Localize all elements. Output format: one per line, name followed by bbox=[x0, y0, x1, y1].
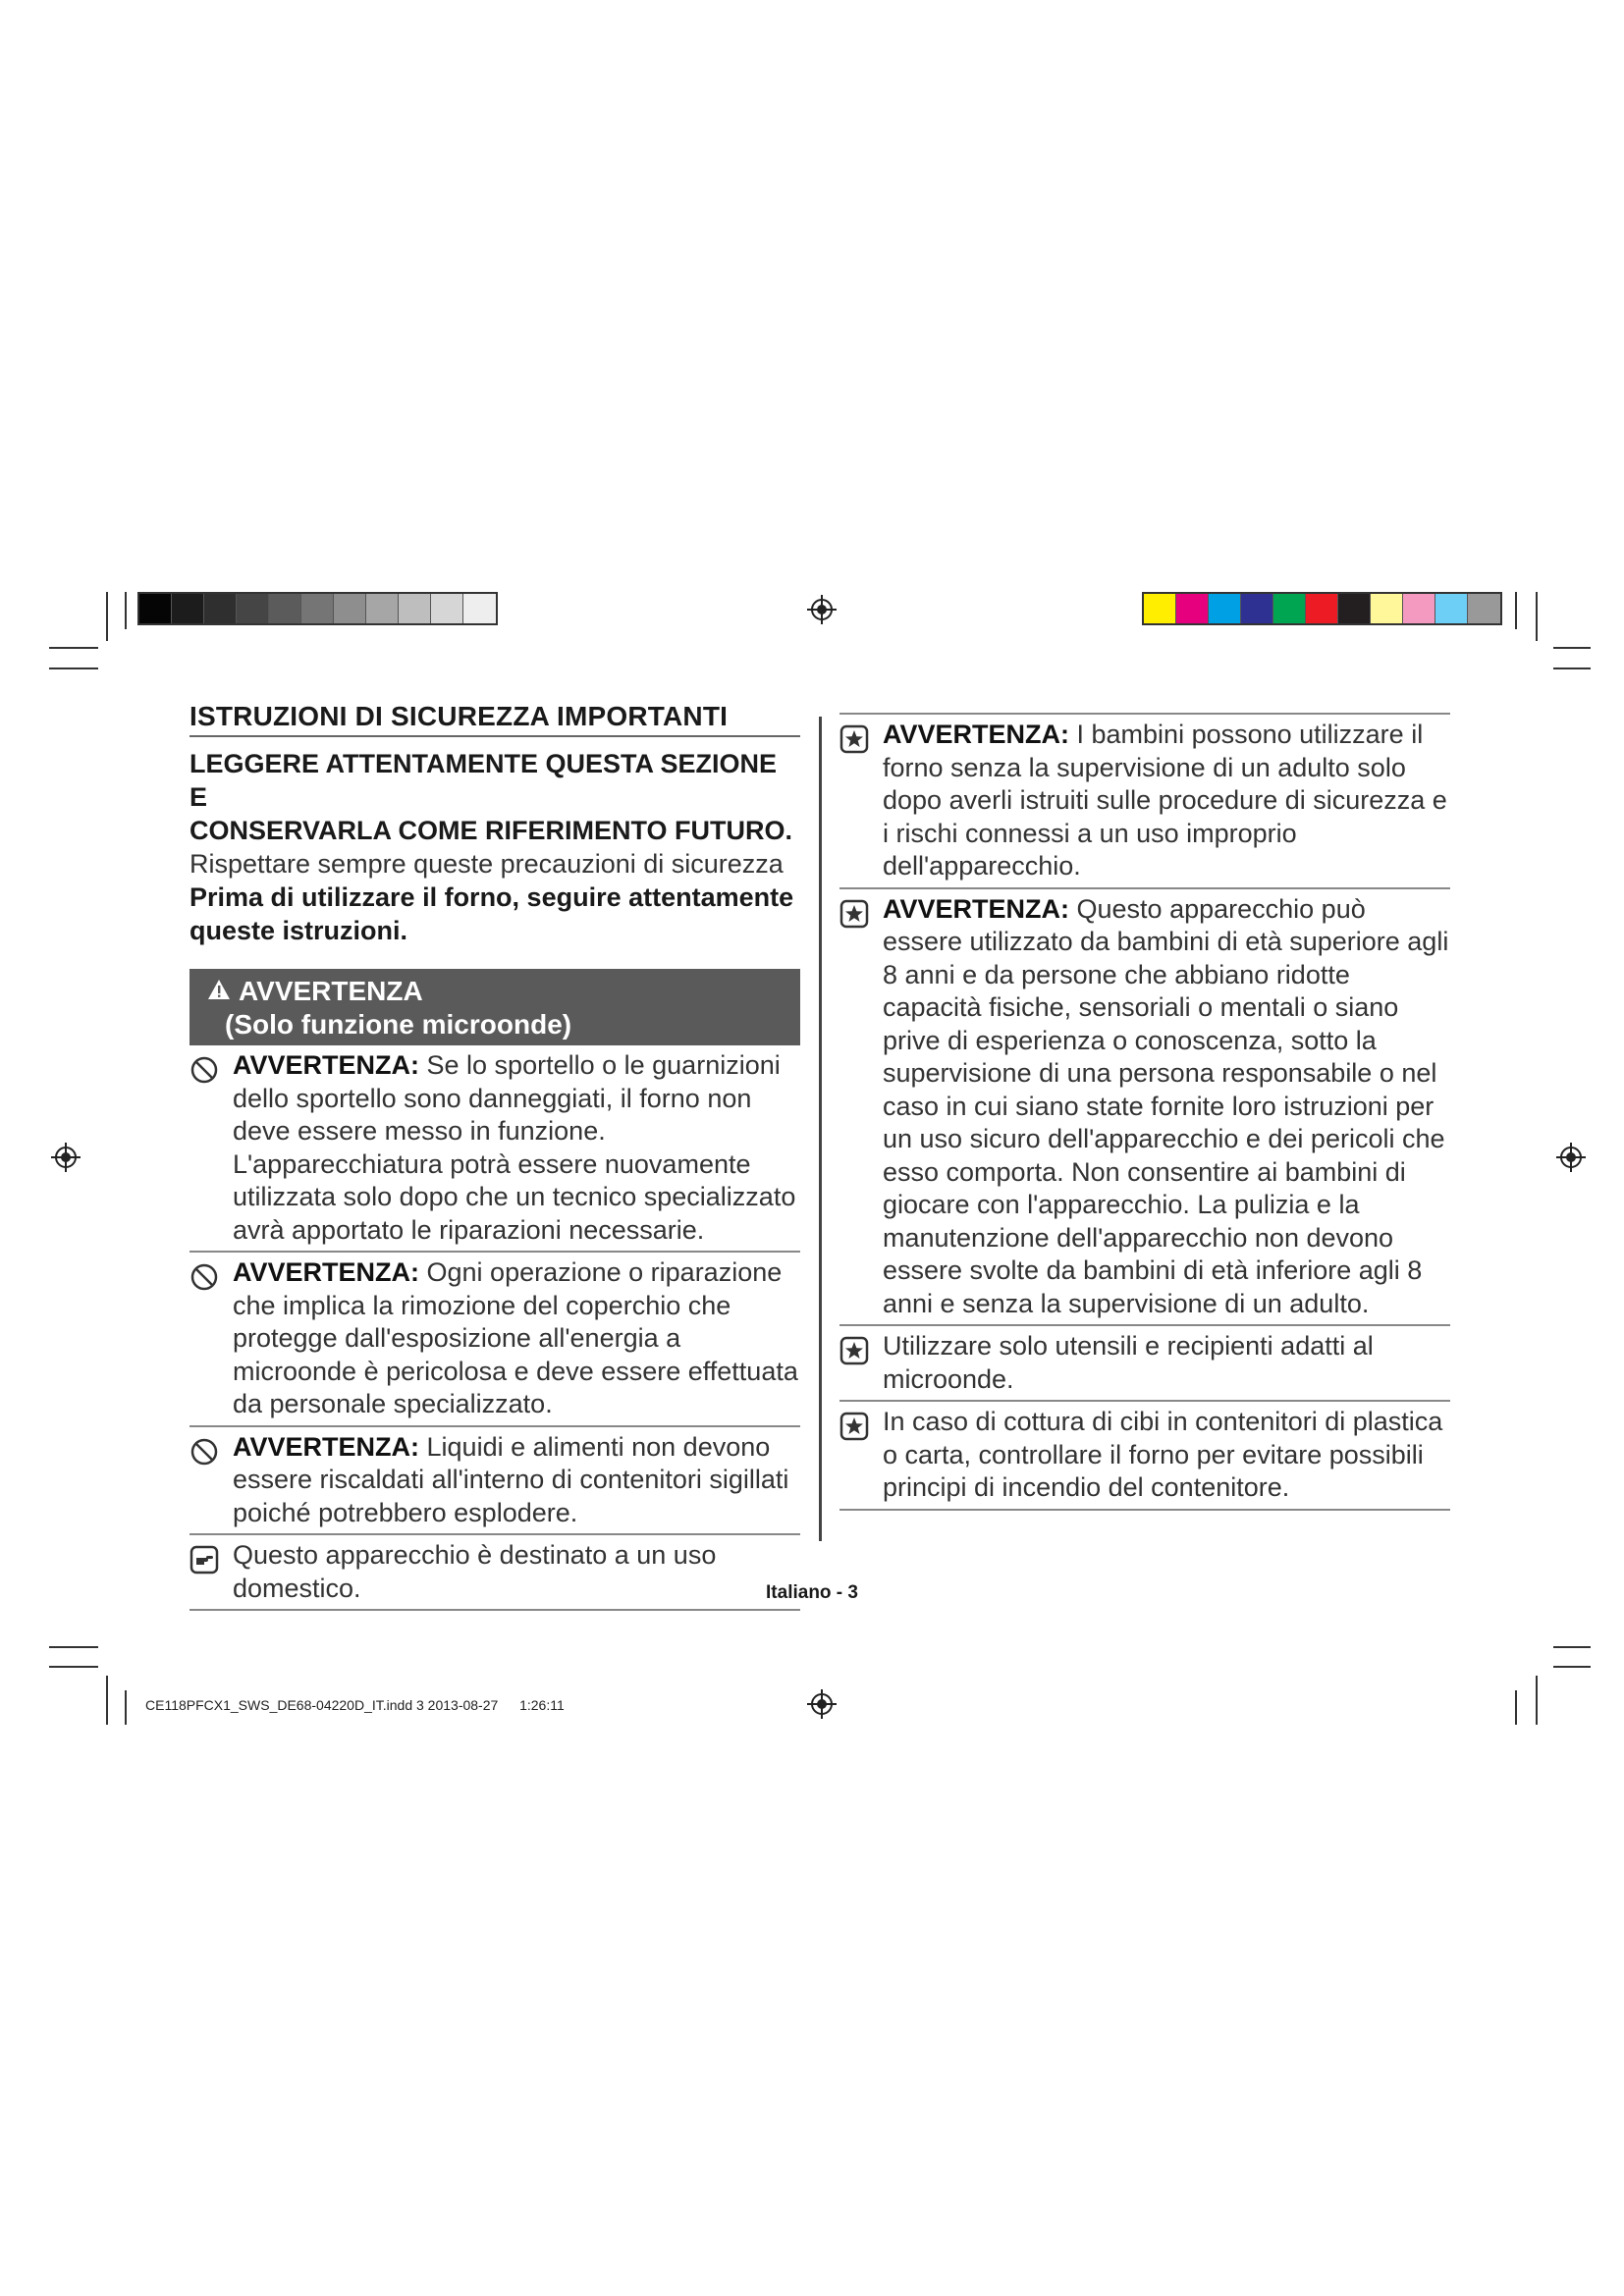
left-column bbox=[189, 700, 800, 1611]
warning-label: AVVERTENZA: bbox=[233, 1050, 420, 1080]
warning-body: Liquidi e alimenti non devono essere riscaldati all'interno di contenitori sigillati poiché potrebbero esplodere. bbox=[233, 1431, 789, 1527]
print-slug: CE118PFCX1_SWS_DE68-04220D_IT.indd 3 2013-08-27 1:26:11 bbox=[145, 1697, 565, 1713]
warning-box-subtitle: (Solo funzione microonde) bbox=[225, 1009, 572, 1040]
warning-body: Ogni operazione o riparazione che implica la rimozione del coperchio che protegge dall'esposizione all'energia a microonde è pericolosa e deve essere effettuata da personale specializzato. bbox=[233, 1257, 798, 1418]
color-swatch bbox=[1338, 594, 1371, 623]
warning-body: Utilizzare solo utensili e recipienti adatti al microonde. bbox=[883, 1331, 1374, 1394]
color-swatch bbox=[334, 594, 366, 623]
warning-item bbox=[839, 889, 1450, 1327]
column-divider bbox=[819, 717, 822, 1541]
color-swatch bbox=[1435, 594, 1468, 623]
color-swatch bbox=[1176, 594, 1209, 623]
warning-item bbox=[189, 1427, 800, 1536]
warning-text bbox=[883, 719, 1450, 883]
section-title: ISTRUZIONI DI SICUREZZA IMPORTANTI bbox=[189, 700, 800, 737]
intro-bold-line: queste istruzioni. bbox=[189, 916, 408, 945]
color-swatch bbox=[1371, 594, 1403, 623]
star-icon bbox=[839, 1330, 883, 1374]
crop-mark bbox=[49, 647, 98, 649]
warning-item bbox=[839, 1402, 1450, 1511]
warning-text bbox=[233, 1256, 800, 1421]
color-swatch bbox=[1468, 594, 1500, 623]
registration-mark-icon bbox=[807, 595, 837, 624]
warning-item bbox=[839, 1326, 1450, 1402]
crop-mark bbox=[1536, 1676, 1538, 1725]
crop-mark bbox=[1515, 1690, 1517, 1725]
color-swatch bbox=[237, 594, 269, 623]
cmyk-color-bar bbox=[1142, 592, 1502, 625]
color-swatch bbox=[172, 594, 204, 623]
color-swatch bbox=[139, 594, 172, 623]
warning-text bbox=[233, 1049, 800, 1247]
color-swatch bbox=[1403, 594, 1435, 623]
warning-body: Questo apparecchio può essere utilizzato da bambini di età superiore agli 8 anni e da persone che abbiano ridotte capacità fisiche, sensoriali o mentali o siano prive di esperienza o conoscenza, sotto la supervisione di una persona responsabile o nel caso in cui siano state fornite loro istruzioni per un uso sicuro dell'apparecchio e dei pericoli che esso comporta. Non consentire ai bambini di giocare con l'apparecchio. La pulizia e la manutenzione dell'apparecchio non devono essere svolte da bambini di età inferiore agli 8 anni e senza la supervisione di un adulto. bbox=[883, 893, 1449, 1318]
warning-body: Se lo sportello o le guarnizioni dello sportello sono danneggiati, il forno non deve essere messo in funzione. L'apparecchiatura potrà essere nuovamente utilizzata solo dopo che un tecnico specializzato avrà apportato le riparazioni necessarie. bbox=[233, 1050, 796, 1245]
star-icon bbox=[839, 893, 883, 937]
warning-item bbox=[189, 1253, 800, 1427]
color-swatch bbox=[366, 594, 399, 623]
warning-text bbox=[233, 1431, 800, 1530]
registration-mark-icon bbox=[1556, 1143, 1586, 1172]
color-swatch bbox=[1273, 594, 1306, 623]
star-icon bbox=[839, 1406, 883, 1450]
warning-text bbox=[883, 1330, 1450, 1396]
crop-mark bbox=[1536, 592, 1538, 641]
color-swatch bbox=[204, 594, 237, 623]
intro-bold-line: LEGGERE ATTENTAMENTE QUESTA SEZIONE E bbox=[189, 749, 778, 812]
warning-label: AVVERTENZA: bbox=[233, 1431, 420, 1462]
right-column bbox=[839, 713, 1450, 1511]
crop-mark bbox=[1553, 667, 1591, 669]
color-swatch bbox=[1144, 594, 1176, 623]
warning-body: Questo apparecchio è destinato a un uso domestico. bbox=[233, 1540, 717, 1603]
warning-label: AVVERTENZA: bbox=[233, 1257, 420, 1287]
crop-mark bbox=[49, 667, 98, 669]
left-warning-list bbox=[189, 1045, 800, 1611]
color-swatch bbox=[399, 594, 431, 623]
registration-mark-icon bbox=[51, 1143, 81, 1172]
color-swatch bbox=[301, 594, 334, 623]
crop-mark bbox=[125, 1690, 127, 1725]
warning-label: AVVERTENZA: bbox=[883, 893, 1070, 924]
prohibited-icon bbox=[189, 1431, 233, 1475]
crop-mark bbox=[125, 592, 127, 629]
warning-triangle-icon bbox=[207, 979, 231, 1000]
intro-text: Rispettare sempre queste precauzioni di sicurezza bbox=[189, 849, 784, 879]
prohibited-icon bbox=[189, 1256, 233, 1301]
crop-mark bbox=[49, 1666, 98, 1668]
color-swatch bbox=[1209, 594, 1241, 623]
crop-mark bbox=[49, 1646, 98, 1648]
color-swatch bbox=[463, 594, 496, 623]
star-icon bbox=[839, 719, 883, 763]
warning-header-box bbox=[189, 969, 800, 1045]
warning-item bbox=[189, 1045, 800, 1253]
registration-mark-icon bbox=[807, 1689, 837, 1719]
warning-label: AVVERTENZA: bbox=[883, 720, 1070, 749]
warning-item bbox=[839, 713, 1450, 889]
color-swatch bbox=[431, 594, 463, 623]
crop-mark bbox=[1515, 592, 1517, 629]
page-number: Italiano - 3 bbox=[766, 1582, 858, 1603]
crop-mark bbox=[106, 592, 108, 641]
warning-box-title: AVVERTENZA bbox=[239, 976, 423, 1006]
prohibited-icon bbox=[189, 1049, 233, 1094]
color-swatch bbox=[1241, 594, 1273, 623]
color-swatch bbox=[1306, 594, 1338, 623]
crop-mark bbox=[1553, 647, 1591, 649]
intro-bold-line: Prima di utilizzare il forno, seguire attentamente bbox=[189, 882, 794, 912]
warning-body: In caso di cottura di cibi in contenitori di plastica o carta, controllare il forno per evitare possibili principi di incendio del contenitore. bbox=[883, 1407, 1443, 1502]
right-warning-list bbox=[839, 713, 1450, 1511]
grayscale-color-bar bbox=[137, 592, 498, 625]
warning-text bbox=[883, 1406, 1450, 1505]
warning-text bbox=[883, 893, 1450, 1321]
intro-bold-line: CONSERVARLA COME RIFERIMENTO FUTURO. bbox=[189, 816, 793, 845]
crop-mark bbox=[106, 1676, 108, 1725]
crop-mark bbox=[1553, 1666, 1591, 1668]
note-hand-icon bbox=[189, 1539, 233, 1583]
warning-body: I bambini possono utilizzare il forno senza la supervisione di un adulto solo dopo averli istruiti sulle procedure di sicurezza e i rischi connessi a un uso improprio dell'apparecchio. bbox=[883, 720, 1447, 881]
color-swatch bbox=[269, 594, 301, 623]
crop-mark bbox=[1553, 1646, 1591, 1648]
